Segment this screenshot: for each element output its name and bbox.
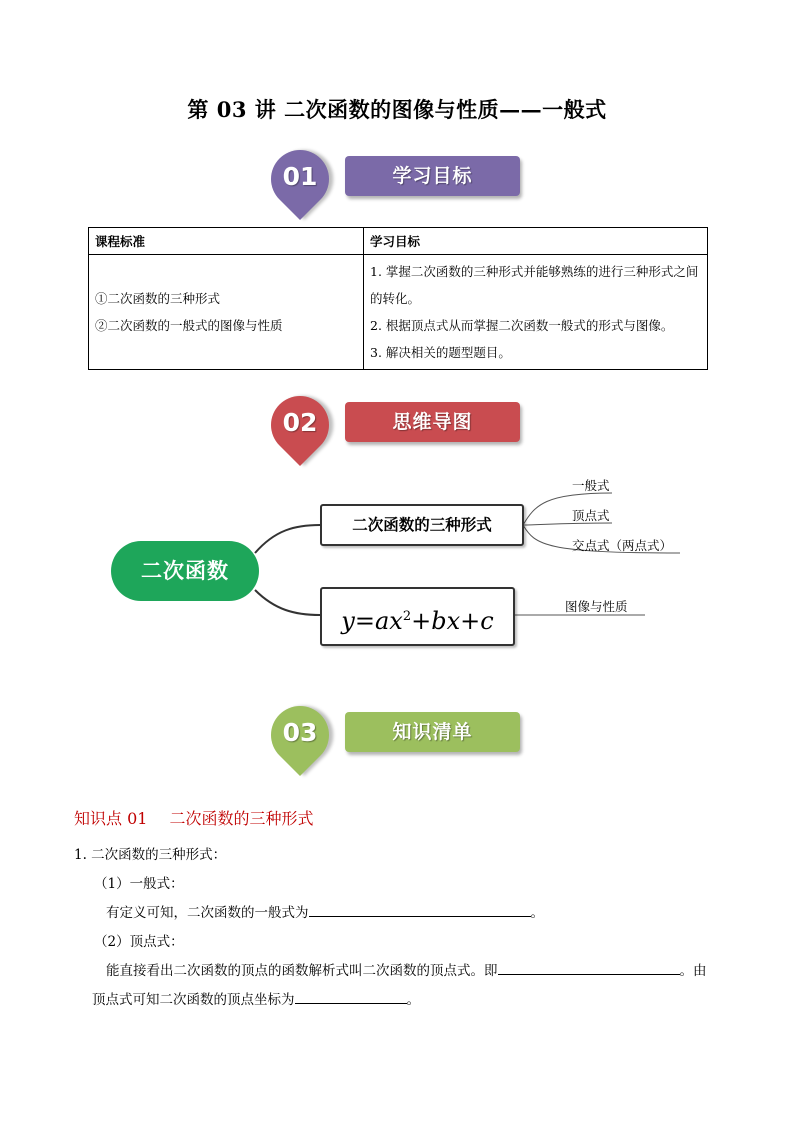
section-number: 01 [282, 162, 318, 191]
vertex-form-mid: 。由 [679, 963, 707, 979]
formula-plus: + [460, 607, 481, 635]
goal-item: 1. 掌握二次函数的三种形式并能够熟练的进行三种形式之间的转化。 [370, 264, 699, 306]
mindmap-branch-formula [320, 587, 515, 646]
knowledge-number: 知识点 01 [74, 809, 148, 828]
formula-x: x [446, 607, 461, 635]
general-form-line [106, 901, 544, 921]
table-header-standard: 课程标准 [89, 228, 364, 255]
item-heading: 1. 二次函数的三种形式： [74, 847, 227, 863]
vertex-form-line [106, 959, 707, 979]
section-badge-03 [271, 706, 531, 766]
formula-c: c [480, 607, 494, 635]
knowledge-heading [74, 806, 313, 829]
standard-item: ①二次函数的三种形式 [95, 291, 221, 306]
connector-root-branch1 [255, 525, 320, 553]
answer-blank[interactable] [309, 902, 531, 917]
mindmap-root: 二次函数 [111, 541, 259, 601]
section-number: 02 [282, 408, 318, 437]
knowledge-title: 二次函数的三种形式 [169, 809, 314, 828]
punctuation: 。 [406, 992, 420, 1008]
vertex-coord-line [92, 988, 420, 1008]
formula-y: y [341, 607, 355, 635]
formula-x: x [389, 607, 403, 635]
mindmap-leaf-general: 一般式 [572, 478, 610, 493]
formula-exponent: 2 [402, 609, 412, 624]
goal-item: 2. 根据顶点式从而掌握二次函数一般式的形式与图像。 [370, 318, 674, 333]
punctuation: 。 [530, 905, 544, 921]
answer-blank[interactable] [498, 960, 680, 975]
mindmap-branch-forms: 二次函数的三种形式 [320, 504, 524, 546]
connector-root-branch2 [255, 590, 320, 615]
answer-blank[interactable] [295, 989, 407, 1004]
formula-plus: + [411, 607, 432, 635]
standard-item: ②二次函数的一般式的图像与性质 [95, 318, 283, 333]
page-title: 第 03 讲 二次函数的图像与性质——一般式 [187, 97, 607, 122]
vertex-form-text: 能直接看出二次函数的顶点的函数解析式叫二次函数的顶点式。即 [106, 963, 498, 979]
table-header-goal: 学习目标 [364, 228, 708, 255]
goal-item: 3. 解决相关的题型题目。 [370, 345, 511, 360]
section-label: 知识清单 [345, 712, 520, 752]
mindmap-leaf-intercept: 交点式（两点式） [572, 538, 673, 553]
subitem-vertex: （2）顶点式： [94, 934, 184, 950]
general-form-text: 有定义可知，二次函数的一般式为 [106, 905, 309, 921]
section-label: 思维导图 [345, 402, 520, 442]
mindmap-leaf-graph: 图像与性质 [565, 599, 628, 614]
section-number: 03 [282, 718, 318, 747]
formula-a: a [374, 607, 390, 635]
formula-b: b [431, 607, 447, 635]
formula-equals: = [354, 607, 375, 635]
mindmap-leaf-vertex: 顶点式 [572, 508, 610, 523]
subitem-general: （1）一般式： [94, 876, 184, 892]
section-label: 学习目标 [345, 156, 520, 196]
vertex-coord-text: 顶点式可知二次函数的顶点坐标为 [92, 992, 295, 1008]
